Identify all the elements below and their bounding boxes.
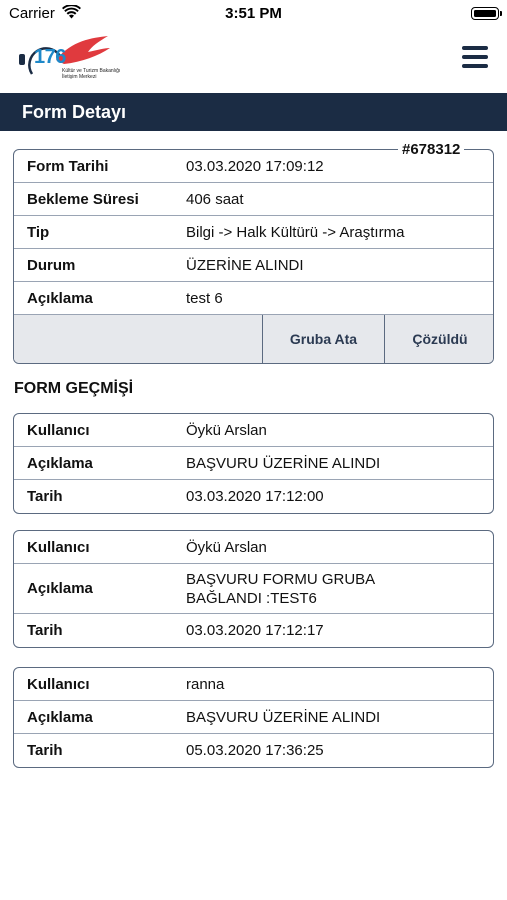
form-date-value: 03.03.2020 17:09:12 [186,157,324,175]
type-label: Tip [27,223,50,241]
date-value: 03.03.2020 17:12:00 [186,488,324,505]
history-entry [13,667,494,768]
form-actions [14,315,493,363]
history-row-user [14,414,493,447]
history-row-user [14,668,493,701]
logo-line2: İletişim Merkezi [62,74,97,80]
assign-group-button[interactable]: Gruba Ata [262,315,384,363]
hamburger-menu-icon[interactable] [461,43,489,71]
date-label: Tarih [27,742,63,759]
user-value: Öykü Arslan [186,538,267,556]
description-label: Açıklama [27,289,93,307]
form-row-description [14,282,493,315]
description-value: test 6 [186,289,223,307]
history-row-description [14,701,493,734]
history-row-description [14,447,493,480]
wait-time-label: Bekleme Süresi [27,190,139,208]
app-logo [16,34,126,86]
form-row-status [14,249,493,282]
form-date-label: Form Tarihi [27,157,109,175]
description-label: Açıklama [27,580,93,597]
history-entry [13,413,494,514]
logo-number: 176 [34,46,66,68]
date-label: Tarih [27,622,63,639]
type-value: Bilgi -> Halk Kültürü -> Araştırma [186,223,405,241]
status-value: ÜZERİNE ALINDI [186,256,304,274]
clock: 3:51 PM [225,5,282,22]
resolved-button[interactable]: Çözüldü [384,315,494,363]
logo-line1: Kültür ve Turizm Bakanlığı [62,68,121,74]
form-row-wait [14,183,493,216]
description-value: BAŞVURU ÜZERİNE ALINDI [186,454,381,472]
user-label: Kullanıcı [27,675,90,693]
wait-time-value: 406 saat [186,190,244,208]
user-label: Kullanıcı [27,421,90,439]
title-bar [0,93,507,131]
user-value: Öykü Arslan [186,421,267,439]
history-row-user [14,531,493,564]
description-label: Açıklama [27,454,93,472]
status-label: Durum [27,256,76,274]
form-row-type [14,216,493,249]
description-value: BAŞVURU FORMU GRUBA BAĞLANDI :TEST6 [186,570,375,607]
form-id-badge: #678312 [398,141,464,158]
form-detail-card [13,149,494,364]
user-label: Kullanıcı [27,538,90,556]
carrier-label: Carrier [9,5,55,22]
user-value: ranna [186,675,225,693]
battery-icon [471,7,499,20]
battery-tip [500,11,502,16]
history-row-date [14,480,493,513]
date-label: Tarih [27,488,63,505]
history-row-date [14,734,493,767]
date-value: 03.03.2020 17:12:17 [186,622,324,639]
date-value: 05.03.2020 17:36:25 [186,742,324,759]
history-row-date [14,614,493,647]
page-title: Form Detayı [22,102,127,122]
description-label: Açıklama [27,708,93,726]
description-value: BAŞVURU ÜZERİNE ALINDI [186,708,381,726]
history-row-description [14,564,493,614]
history-section-title: FORM GEÇMİŞİ [14,380,134,397]
status-bar [0,0,507,28]
history-entry [13,530,494,648]
